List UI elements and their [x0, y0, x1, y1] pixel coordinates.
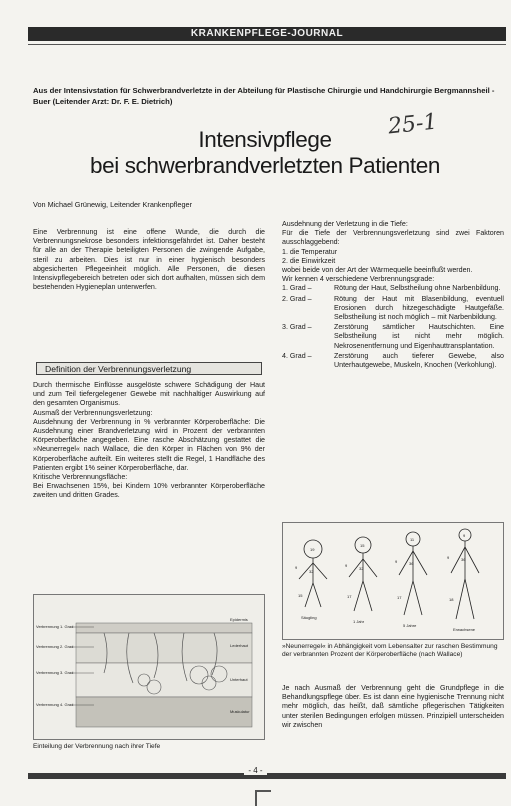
grade-item	[282, 352, 504, 370]
title-line-1: Intensivpflege	[198, 127, 332, 152]
critical-title: Kritische Verbrennungsfläche:	[33, 473, 128, 482]
definition-heading-box: Definition der Verbrennungsverletzung	[36, 362, 262, 375]
year1-trunk-value: 32	[359, 566, 364, 571]
label-grade-4: Verbrennung 4. Grad	[36, 702, 74, 707]
critical-text: Bei Erwachsenen 15%, bei Kindern 10% verbrannter Körperoberfläche zweiten und dritten Grades.	[33, 482, 265, 500]
author-line: Von Michael Grünewig, Leitender Krankenpfleger	[33, 200, 193, 209]
intro-text: Eine Verbrennung ist eine offene Wunde, die durch die Verbrennungsnekrose besonders infektionsgefährdet ist. Daher besteht für alle an der Therapie beteiligten Personen die zwingende Aufgabe, steril zu arbeiten. Dies ist nur in einer hygienisch besonders abgesicherten Pflegeeinheit möglich. Alle Personen, die diesen Intensivpflegebereich betreten oder sich dort aufhalten, müssen sich dem bestehenden Hygieneplan unterwerfen.	[33, 228, 265, 292]
label-epidermis: Epidermis	[230, 617, 248, 622]
year1-arm-value: 9	[345, 563, 348, 568]
infant-leg-value: 15	[298, 593, 303, 598]
adult-age-label: Erwachsene	[453, 627, 476, 632]
year5-leg-value: 17	[397, 595, 402, 600]
closing-paragraph	[282, 684, 504, 730]
institution-subtitle: Aus der Intensivstation für Schwerbrandverletzte in der Abteilung für Plastische Chirurgie und Handchirurgie Bergmannsheil - Buer (Leitender Arzt: Dr. F. E. Dietrich)	[33, 86, 495, 106]
figure-infant	[295, 540, 327, 620]
intro-paragraph	[33, 228, 265, 292]
year1-head-value: 15	[360, 543, 365, 548]
page-number-text: - 4 -	[244, 766, 266, 775]
label-muscle: Muskulatur	[230, 709, 250, 714]
label-grade-2: Verbrennung 2. Grad	[36, 644, 74, 649]
infant-head-value: 19	[310, 547, 315, 552]
figure-1-year	[345, 537, 377, 624]
grade-label: 2. Grad –	[282, 294, 312, 303]
adult-head-value: 9	[463, 533, 466, 538]
journal-header: KRANKENPFLEGE-JOURNAL	[28, 27, 506, 41]
article-title	[30, 127, 500, 179]
definition-section	[33, 381, 265, 501]
rule-of-nines-diagram	[282, 522, 504, 640]
figure-5-years	[395, 532, 427, 628]
grade-text: Rötung der Haut mit Blasenbildung, eventuell Erosionen durch hitzegeschädigte Hautgefäße. Selbstheilung ist noch möglich – mit Narbenbildung.	[334, 294, 504, 322]
infant-trunk-value: 32	[309, 569, 314, 574]
grade-text: Zerstörung auch tieferer Gewebe, also Unterhautgewebe, Muskeln, Knochen (Verkohlung).	[334, 351, 504, 370]
infant-arm-value: 9	[295, 565, 298, 570]
grades-intro: Wir kennen 4 verschiedene Verbrennungsgrade:	[282, 275, 435, 284]
grade-label: 1. Grad –	[282, 284, 312, 293]
year5-head-value: 11	[410, 537, 415, 542]
closing-text: Je nach Ausmaß der Verbrennung geht die Grundpflege in die Behandlungspflege über. Es ist dann eine hygienische Trennung nicht mehr möglich, das heißt, daß sämtliche pflegerischen Tätigkeiten unter sterilen Bedingungen erfolgen müssen. Prinzipiell unterscheiden wir zwischen	[282, 684, 504, 729]
grade-item	[282, 284, 504, 293]
adult-leg-value: 18	[449, 597, 454, 602]
label-grade-1: Verbrennung 1. Grad	[36, 624, 74, 629]
year1-age-label: 1 Jahr	[353, 619, 365, 624]
rule-of-nines-caption: »Neunerregel« in Abhängigkeit vom Lebensalter zur raschen Bestimmung der verbrannten Prozent der Körperoberfläche (nach Wallace)	[282, 643, 498, 659]
extent-title: Ausmaß der Verbrennungsverletzung:	[33, 408, 153, 417]
factor-2: 2. die Einwirkzeit	[282, 256, 336, 265]
depth-intro: Ausdehnung der Verletzung in die Tiefe:	[282, 220, 408, 228]
factors-intro: Für die Tiefe der Verbrennungsverletzung sind zwei Faktoren ausschlaggebend:	[282, 229, 504, 247]
title-line-2: bei schwerbrandverletzten Patienten	[90, 153, 440, 178]
factor-1: 1. die Temperatur	[282, 247, 338, 256]
grade-label: 3. Grad –	[282, 323, 312, 332]
grade-text: Rötung der Haut, Selbstheilung ohne Narbenbildung.	[334, 284, 501, 293]
extent-text: Ausdehnung der Verbrennung in % verbrannter Körperoberfläche: Die Ausdehnung einer Brandverletzung wird in Prozent der verbrannten Körperoberfläche angegeben. Eine rasche Abschätzung gestattet die »Neunerregel« nach Wallace, die den Körper in Flächen von 9% der Körperoberfläche aufteilt. Ein weiteres stellt die Regel, 1 Handfläche des Patienten ergibt 1% seiner Körperoberfläche, dar.	[33, 417, 265, 472]
skin-diagram-caption: Einteilung der Verbrennung nach ihrer Tiefe	[33, 743, 161, 750]
skin-depth-illustration	[34, 595, 264, 739]
year5-arm-value: 9	[395, 559, 398, 564]
grade-item	[282, 295, 504, 323]
adult-arm-value: 9	[447, 555, 450, 560]
page-number	[0, 766, 511, 775]
label-grade-3: Verbrennung 3. Grad	[36, 670, 74, 675]
definition-text: Durch thermische Einflüsse ausgelöste schwere Schädigung der Haut und zum Teil tiefergelegener Gewebe mit nachhaltiger Auswirkung auf den gesamten Organismus.	[33, 381, 265, 408]
year5-trunk-value: 36	[409, 561, 414, 566]
year1-leg-value: 17	[347, 594, 352, 599]
rule-of-nines-illustration	[283, 523, 503, 639]
scan-artifact	[255, 790, 271, 806]
year5-age-label: 5 Jahre	[403, 623, 417, 628]
factor-note: wobei beide von der Art der Wärmequelle beeinflußt werden.	[282, 266, 473, 275]
figure-adult	[447, 529, 479, 632]
label-dermis: Lederhaut	[230, 643, 249, 648]
header-rule	[28, 44, 506, 45]
infant-age-label: Säugling	[301, 615, 317, 620]
handwritten-note: 25-1	[386, 109, 439, 140]
adult-trunk-value: 36	[461, 557, 466, 562]
depth-section	[282, 220, 504, 371]
grade-item	[282, 323, 504, 351]
grade-label: 4. Grad –	[282, 351, 312, 360]
grade-text: Zerstörung sämtlicher Hautschichten. Eine Selbstheilung ist nicht mehr möglich. Nekrosenentfernung und Eigenhauttransplantation.	[334, 323, 504, 350]
skin-depth-diagram	[33, 594, 265, 740]
label-subcutis: Unterhaut	[230, 677, 248, 682]
